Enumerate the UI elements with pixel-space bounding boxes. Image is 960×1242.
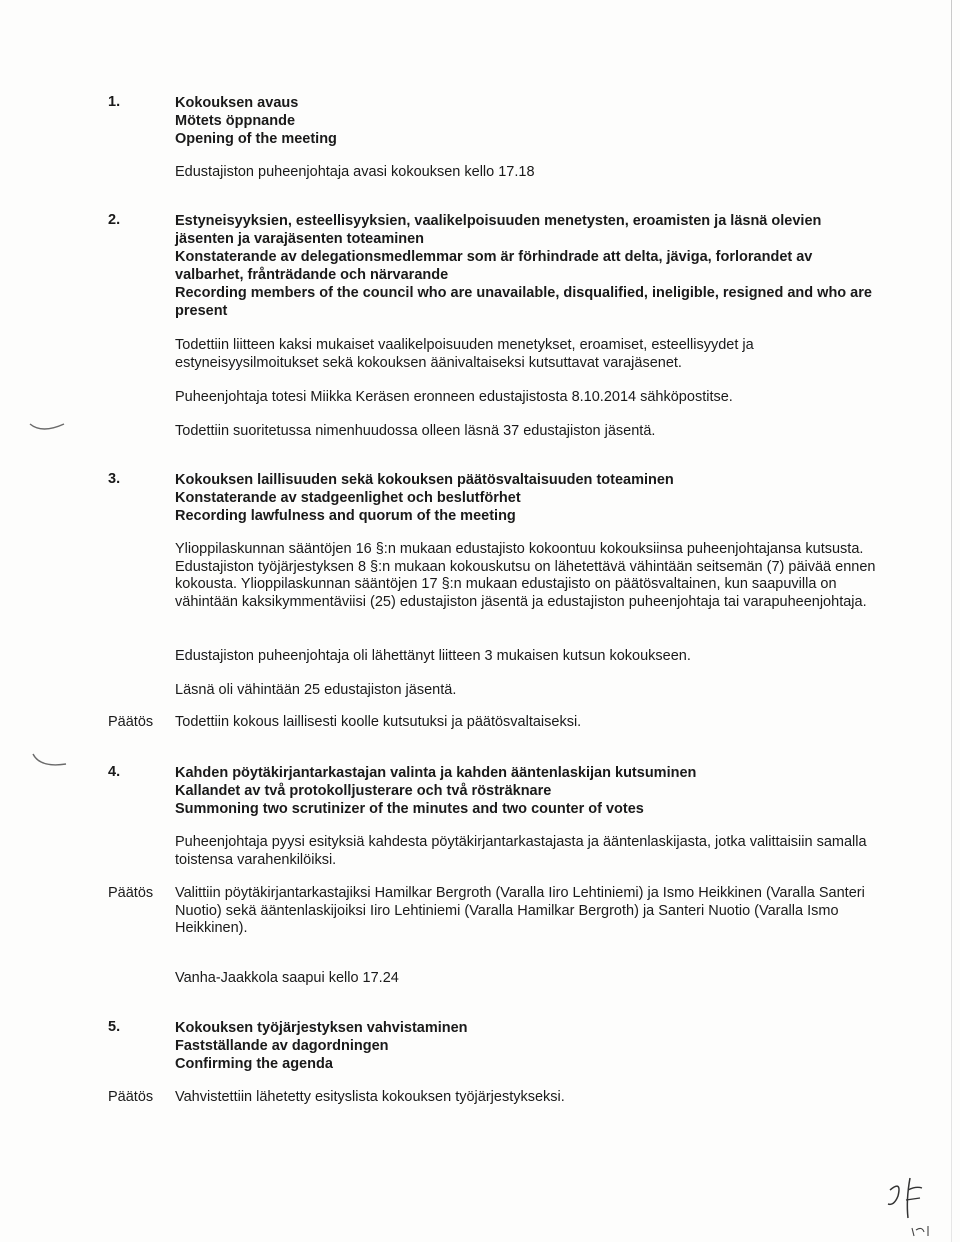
section-3-heading-en: Recording lawfulness and quorum of the meeting [175, 508, 516, 524]
section-2-body [175, 337, 880, 372]
section-1 [175, 94, 880, 148]
section-3-heading-fi: Kokouksen laillisuuden sekä kokouksen päätösvaltaisuuden toteaminen [175, 472, 674, 488]
section-3-paragraph-2: Edustajiston puheenjohtaja oli lähettänyt liitteen 3 mukaisen kutsun kokoukseen. [175, 648, 691, 664]
section-2-paragraph-2: Puheenjohtaja totesi Miikka Keräsen eronneen edustajistosta 8.10.2014 sähköpostitse. [175, 389, 733, 405]
section-2-paragraph-1: Todettiin liitteen kaksi mukaiset vaalikelpoisuuden menetykset, eroamiset, esteellisyydet ja estyneisyysilmoitukset sekä kokouksen äänivaltaiseksi kutsuttavat varajäsenet. [175, 337, 754, 371]
section-4-paragraph-1: Puheenjohtaja pyysi esityksiä kahdesta pöytäkirjantarkastajasta ja ääntenlaskijasta, jotka valittaisiin samalla toistensa varahenkilöiksi. [175, 834, 867, 868]
handwritten-tick-mark [30, 750, 70, 776]
section-5-heading-sv: Fastställande av dagordningen [175, 1038, 389, 1054]
section-4-number: 4. [108, 764, 121, 780]
section-1-heading-en: Opening of the meeting [175, 131, 337, 147]
section-2-heading-fi: Estyneisyyksien, esteellisyyksien, vaalikelpoisuuden menetysten, eroamisten ja läsnä olevien jäsenten ja varajäsenten toteaminen [175, 213, 822, 247]
section-4-heading-fi: Kahden pöytäkirjantarkastajan valinta ja kahden ääntenlaskijan kutsuminen [175, 765, 697, 781]
section-2-heading-sv: Konstaterande av delegationsmedlemmar som är förhindrade att delta, jäviga, forlorandet av valbarhet, frånträdande och närvarande [175, 249, 813, 283]
section-3-heading-sv: Konstaterande av stadgeenlighet och beslutförhet [175, 490, 521, 506]
section-2-number: 2. [108, 212, 121, 228]
section-5-decision-label: Päätös [108, 1089, 154, 1105]
section-3-paragraph-1: Ylioppilaskunnan sääntöjen 16 §:n mukaan edustajisto kokoontuu kokouksiinsa puheenjohtajansa kutsusta. Edustajiston työjärjestyksen 8 §:n mukaan kokouskutsu on lähetettävä vähintään seitsemän (7) päivää ennen kokousta. Ylioppilaskunnan sääntöjen 17 §:n mukaan edustajisto on päätösvaltainen, kun saapuvilla on vähintään kaksikymmentäviisi (25) edustajiston jäsentä ja edustajiston puheenjohtaja tai varapuheenjohtaja. [175, 541, 876, 610]
section-5 [175, 1019, 880, 1073]
section-2-heading-en: Recording members of the council who are unavailable, disqualified, ineligible, resigned and who are present [175, 285, 872, 319]
section-2 [175, 212, 880, 320]
section-4-decision [175, 885, 880, 938]
handwritten-tick-mark [28, 418, 68, 438]
section-3-decision-text: Todettiin kokous laillisesti koolle kutsutuksi ja päätösvaltaiseksi. [175, 714, 582, 730]
section-4-heading-en: Summoning two scrutinizer of the minutes and two counter of votes [175, 801, 644, 817]
section-4-note [175, 970, 880, 988]
section-4-decision-text: Valittiin pöytäkirjantarkastajiksi Hamilkar Bergroth (Varalla Iiro Lehtiniemi) ja Ismo Heikkinen (Varalla Santeri Nuotio) sekä ääntenlaskijoiksi Iiro Lehtiniemi (Varalla Hamilkar Bergroth) ja Santeri Nuotio (Varalla Ismo Heikkinen). [175, 885, 865, 936]
section-5-heading-fi: Kokouksen työjärjestyksen vahvistaminen [175, 1020, 468, 1036]
section-1-body [175, 164, 880, 182]
section-2-paragraph-3: Todettiin suoritetussa nimenhuudossa olleen läsnä 37 edustajiston jäsentä. [175, 423, 656, 439]
section-1-number: 1. [108, 94, 121, 110]
section-4-note-text: Vanha-Jaakkola saapui kello 17.24 [175, 970, 399, 986]
section-3-body [175, 682, 880, 700]
section-2-body [175, 423, 880, 441]
section-5-decision [175, 1089, 880, 1107]
section-5-decision-text: Vahvistettiin lähetetty esityslista kokouksen työjärjestykseksi. [175, 1089, 565, 1105]
handwritten-initials [880, 1160, 940, 1240]
section-5-number: 5. [108, 1019, 121, 1035]
section-3-decision-label: Päätös [108, 714, 154, 730]
section-1-heading-sv: Mötets öppnande [175, 113, 296, 129]
section-5-heading-en: Confirming the agenda [175, 1056, 333, 1072]
section-3-number: 3. [108, 471, 121, 487]
section-4-body [175, 834, 880, 869]
section-4-heading-sv: Kallandet av två protokolljusterare och två rösträknare [175, 783, 552, 799]
section-1-paragraph: Edustajiston puheenjohtaja avasi kokouksen kello 17.18 [175, 164, 535, 180]
section-4 [175, 764, 880, 818]
section-3-decision [175, 714, 880, 732]
section-2-body [175, 389, 880, 407]
section-1-heading-fi: Kokouksen avaus [175, 95, 299, 111]
section-3-body [175, 648, 880, 666]
section-3-paragraph-3: Läsnä oli vähintään 25 edustajiston jäsentä. [175, 682, 457, 698]
section-3-body [175, 541, 880, 611]
scan-edge [951, 0, 952, 1242]
section-3 [175, 471, 880, 525]
section-4-decision-label: Päätös [108, 885, 154, 901]
